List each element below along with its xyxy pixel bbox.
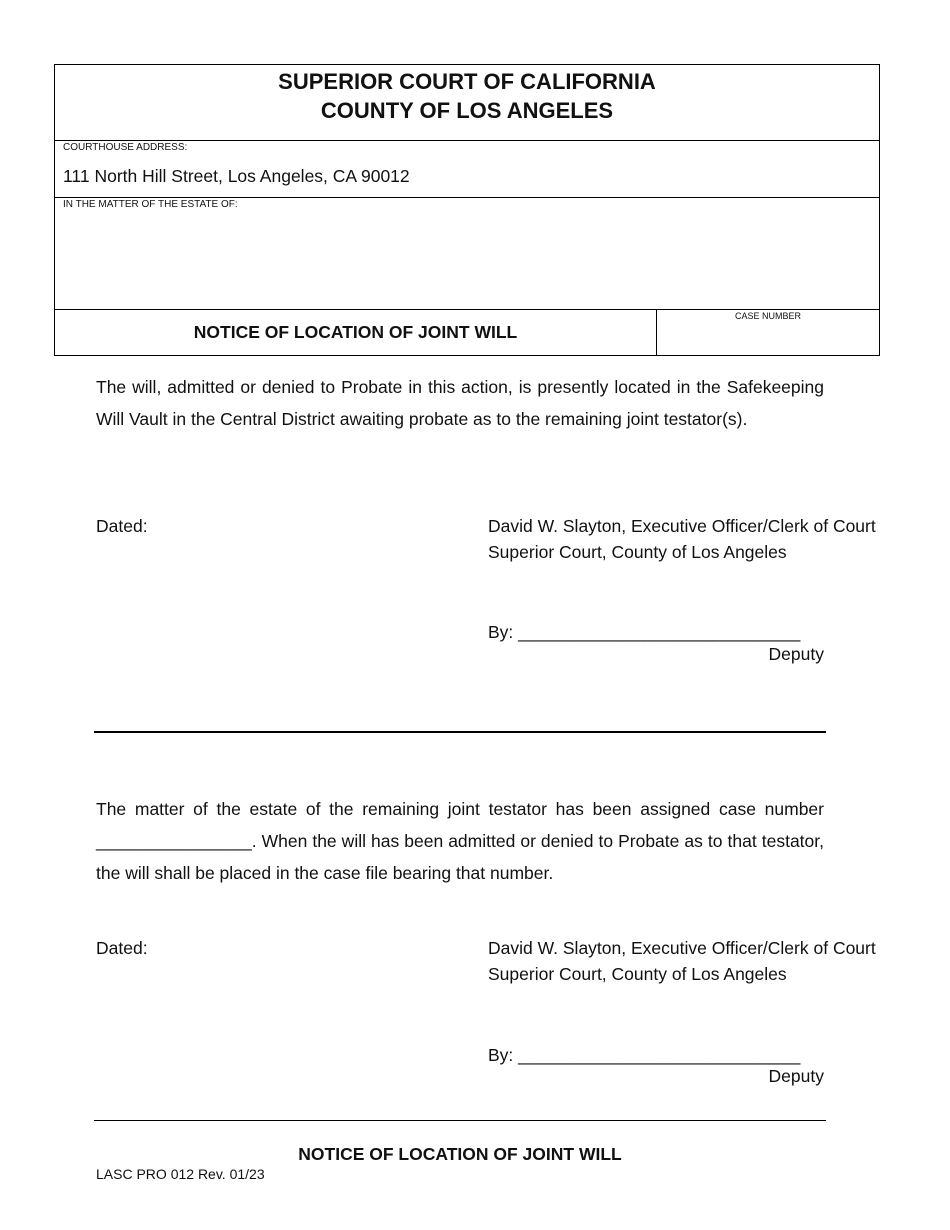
officer-court: Superior Court, County of Los Angeles — [488, 542, 787, 562]
signature-block — [488, 513, 876, 565]
courthouse-address: 111 North Hill Street, Los Angeles, CA 90012 — [63, 166, 410, 186]
estate-of-label: IN THE MATTER OF THE ESTATE OF: — [63, 199, 238, 210]
dated-label: Dated: — [96, 516, 148, 536]
section-divider — [94, 731, 826, 733]
footer-title: NOTICE OF LOCATION OF JOINT WILL — [298, 1144, 622, 1164]
by-signature-line[interactable]: By: _____________________________ — [488, 1045, 801, 1065]
caption-divider — [55, 309, 879, 310]
court-title — [55, 67, 879, 125]
caption-divider — [55, 197, 879, 198]
assignment-paragraph: The matter of the estate of the remaining joint testator has been assigned case number ________________. When the will has been admitted or denied to Probate as to that testator, the will shall be placed in the case file bearing that number. — [96, 799, 824, 883]
dated-label: Dated: — [96, 938, 148, 958]
case-number-field[interactable] — [659, 323, 877, 353]
caption-box — [54, 64, 880, 356]
courthouse-address-label: COURTHOUSE ADDRESS: — [63, 142, 188, 153]
case-number-label: CASE NUMBER — [734, 311, 801, 321]
footer-divider — [94, 1120, 826, 1121]
location-paragraph: The will, admitted or denied to Probate in this action, is presently located in the Safekeeping Will Vault in the Central District awaiting probate as to the remaining joint testator(s). — [96, 377, 824, 429]
document-title: NOTICE OF LOCATION OF JOINT WILL — [193, 322, 518, 342]
caption-divider — [55, 140, 879, 141]
deputy-label: Deputy — [768, 644, 824, 664]
officer-name: David W. Slayton, Executive Officer/Clerk of Court — [488, 938, 876, 958]
officer-court: Superior Court, County of Los Angeles — [488, 964, 787, 984]
estate-name-field[interactable] — [63, 215, 863, 305]
by-signature-line[interactable]: By: _____________________________ — [488, 622, 801, 642]
court-county: COUNTY OF LOS ANGELES — [320, 98, 614, 123]
form-id: LASC PRO 012 Rev. 01/23 — [96, 1166, 265, 1182]
signature-block — [488, 935, 876, 987]
court-name: SUPERIOR COURT OF CALIFORNIA — [278, 69, 656, 94]
officer-name: David W. Slayton, Executive Officer/Clerk of Court — [488, 516, 876, 536]
deputy-label: Deputy — [768, 1066, 824, 1086]
